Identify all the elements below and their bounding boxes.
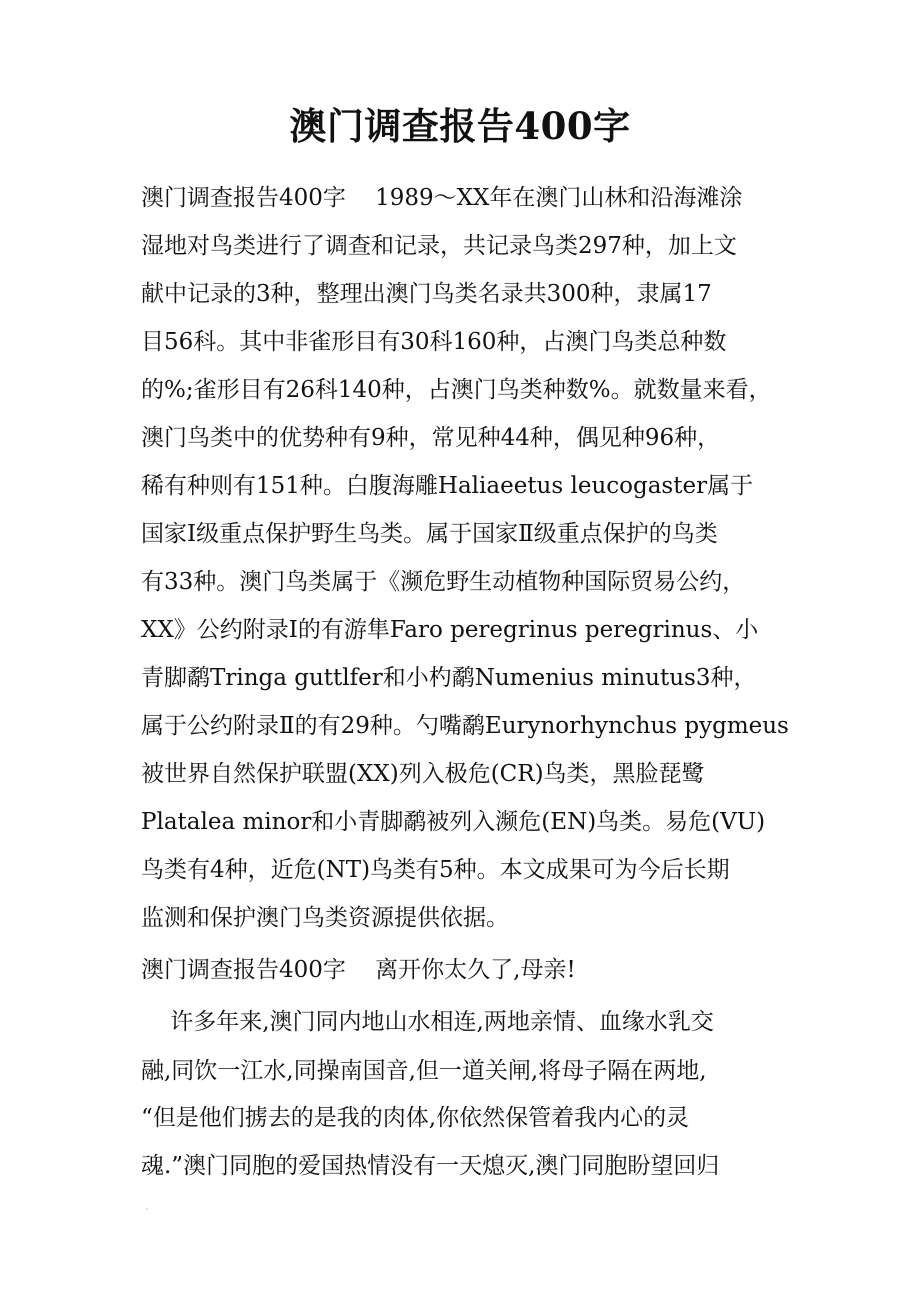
body-line-20: “但是他们掳去的是我的肉体,你依然保管着我内心的灵 bbox=[141, 1105, 690, 1131]
body-line-14: Platalea minor和小青脚鹬被列入濒危(EN)鸟类。易危(VU) bbox=[141, 809, 766, 835]
document-title: 澳门调查报告400字 bbox=[289, 104, 631, 148]
body-line-5: 的%;雀形目有26科140种，占澳门鸟类种数%。就数量来看， bbox=[141, 377, 772, 403]
page-speck bbox=[146, 1208, 148, 1210]
body-line-8: 国家Ⅰ级重点保护野生鸟类。属于国家Ⅱ级重点保护的鸟类 bbox=[141, 521, 718, 547]
body-line-2: 湿地对鸟类进行了调查和记录，共记录鸟类297种，加上文 bbox=[141, 233, 737, 259]
body-line-6: 澳门鸟类中的优势种有9种，常见种44种，偶见种96种， bbox=[141, 425, 721, 451]
body-line-13: 被世界自然保护联盟(XX)列入极危(CR)鸟类，黑脸琵鹭 bbox=[141, 761, 705, 787]
body-line-19: 融,同饮一江水,同操南国音,但一道关闸,将母子隔在两地, bbox=[141, 1058, 707, 1084]
body-line-12: 属于公约附录Ⅱ的有29种。勺嘴鹬Eurynorhynchus pygmeus bbox=[141, 713, 789, 739]
body-line-10: XX》公约附录Ⅰ的有游隼Faro peregrinus peregrinus、小 bbox=[141, 617, 759, 643]
body-line-4: 目56科。其中非雀形目有30科160种，占澳门鸟类总种数 bbox=[141, 329, 727, 355]
body-line-11: 青脚鹬Tringa guttlfer和小杓鹬Numenius minutus3种， bbox=[141, 665, 757, 691]
body-line-1: 澳门调查报告400字 1989～XX年在澳门山林和沿海滩涂 bbox=[141, 185, 743, 211]
body-line-7: 稀有种则有151种。白腹海雕Haliaeetus leucogaster属于 bbox=[141, 473, 754, 499]
body-line-17: 澳门调查报告400字 离开你太久了,母亲! bbox=[141, 957, 576, 983]
body-line-9: 有33种。澳门鸟类属于《濒危野生动植物种国际贸易公约， bbox=[141, 569, 746, 595]
body-line-16: 监测和保护澳门鸟类资源提供依据。 bbox=[141, 905, 509, 931]
body-line-21: 魂.”澳门同胞的爱国热情没有一天熄灭,澳门同胞盼望回归 bbox=[141, 1153, 720, 1179]
body-line-3: 献中记录的3种，整理出澳门鸟类名录共300种，隶属17 bbox=[141, 281, 712, 307]
body-line-18: 许多年来,澳门同内地山水相连,两地亲情、血缘水乳交 bbox=[141, 1009, 714, 1035]
body-line-15: 鸟类有4种，近危(NT)鸟类有5种。本文成果可为今后长期 bbox=[141, 857, 730, 883]
